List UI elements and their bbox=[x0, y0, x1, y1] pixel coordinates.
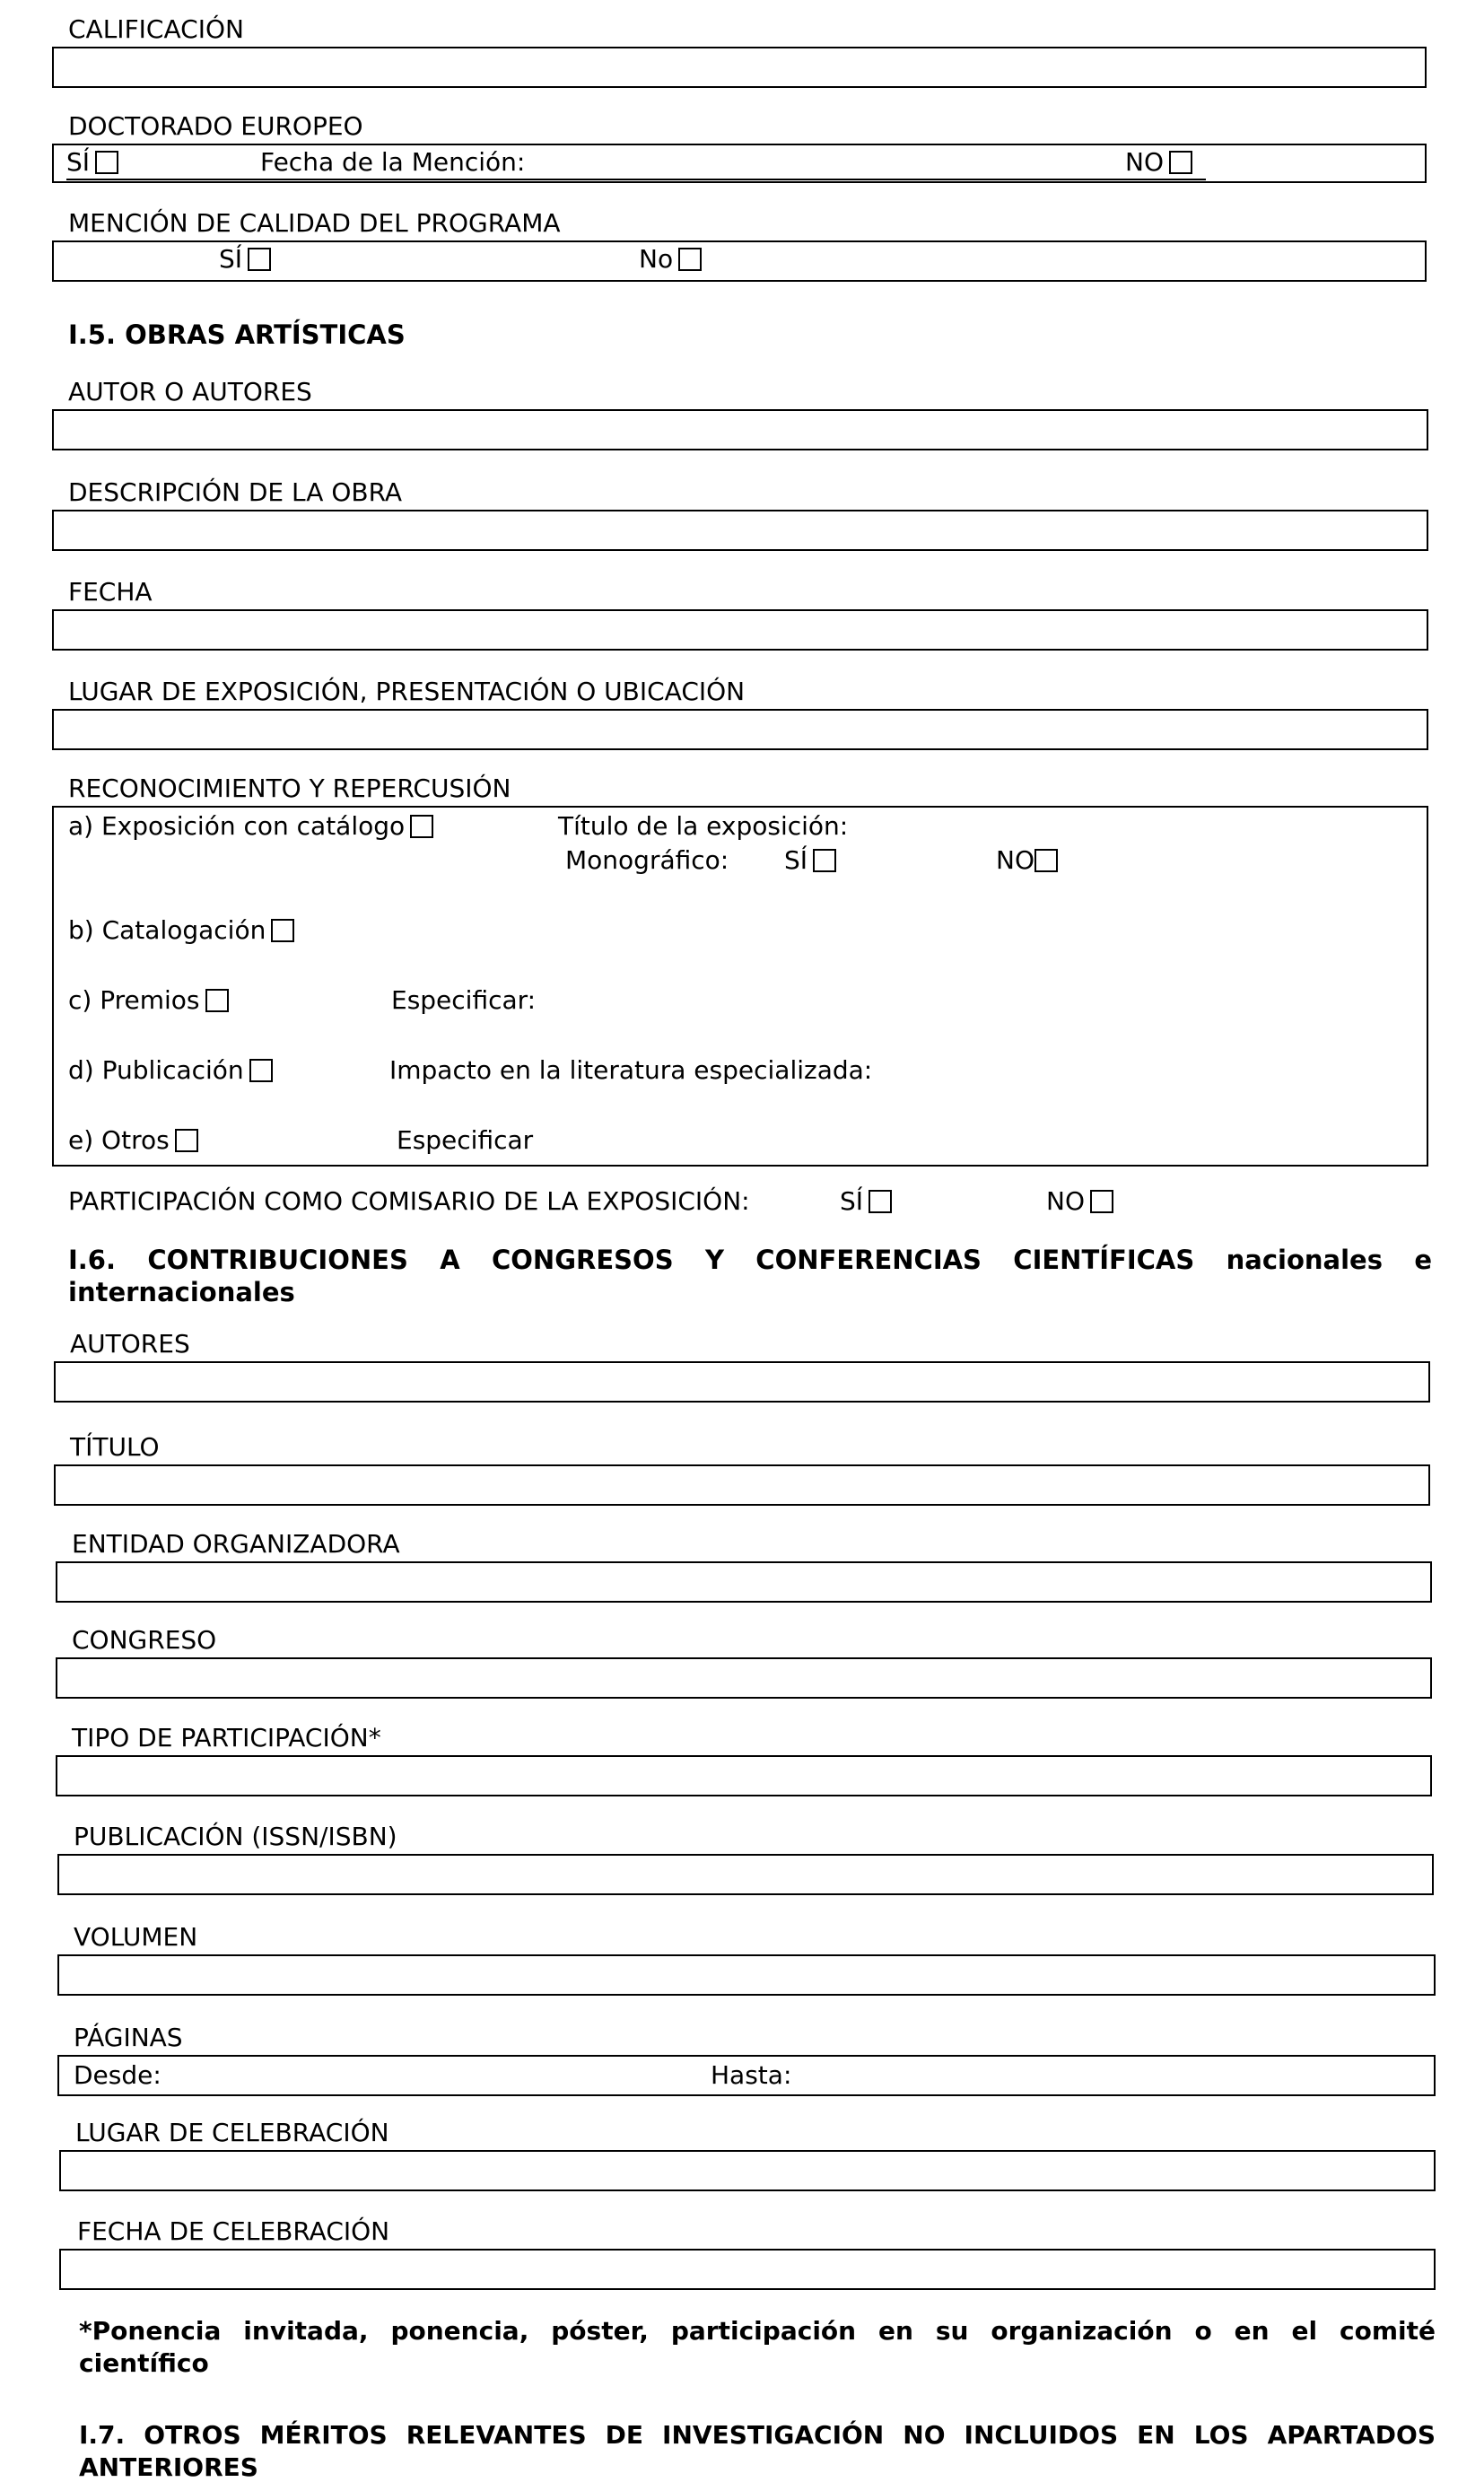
i6-word-7: CIENTÍFICAS bbox=[1013, 1245, 1195, 1275]
autores-field[interactable] bbox=[54, 1361, 1430, 1403]
titulo-field[interactable] bbox=[54, 1464, 1430, 1506]
tipo-field[interactable] bbox=[56, 1755, 1432, 1796]
monografico-no-checkbox[interactable] bbox=[1034, 849, 1058, 872]
doctorado-no-checkbox[interactable] bbox=[1169, 151, 1192, 174]
doctorado-no bbox=[1125, 147, 1192, 178]
i6-word-4: CONGRESOS bbox=[492, 1245, 674, 1275]
i6-word-1: I.6. bbox=[68, 1245, 117, 1275]
volumen-label: VOLUMEN bbox=[74, 1922, 198, 1952]
congreso-label: CONGRESO bbox=[72, 1625, 217, 1655]
recon-d bbox=[68, 1055, 273, 1086]
section-i7-heading bbox=[79, 2419, 1436, 2484]
mencion-calidad-label: MENCIÓN DE CALIDAD DEL PROGRAMA bbox=[68, 208, 561, 238]
i6-word-9: e bbox=[1414, 1245, 1432, 1275]
monografico-si bbox=[784, 845, 836, 876]
monografico-no-label: NO bbox=[996, 845, 1034, 875]
lugar-celebracion-label: LUGAR DE CELEBRACIÓN bbox=[75, 2118, 389, 2147]
recon-c-spec: Especificar: bbox=[391, 985, 537, 1015]
recon-b-checkbox[interactable] bbox=[271, 919, 294, 942]
lugar-celebracion-field[interactable] bbox=[59, 2150, 1436, 2191]
i6-word-5: Y bbox=[704, 1245, 724, 1275]
mencion-calidad-si-label: SÍ bbox=[219, 244, 243, 274]
publicacion-field[interactable] bbox=[57, 1854, 1434, 1895]
descripcion-label: DESCRIPCIÓN DE LA OBRA bbox=[68, 477, 403, 507]
publicacion-label: PUBLICACIÓN (ISSN/ISBN) bbox=[74, 1822, 397, 1851]
tipo-note bbox=[79, 2315, 1436, 2380]
recon-d-label: d) Publicación bbox=[68, 1055, 244, 1085]
fecha-celebracion-field[interactable] bbox=[59, 2249, 1436, 2290]
fecha-celebracion-label: FECHA DE CELEBRACIÓN bbox=[77, 2216, 390, 2246]
tipo-note-line1: *Ponencia invitada, ponencia, póster, participación en su organización o en el comité bbox=[79, 2316, 1436, 2346]
doctorado-no-label: NO bbox=[1125, 147, 1164, 177]
doctorado-si-checkbox[interactable] bbox=[95, 151, 118, 174]
titulo-expo-label: Título de la exposición: bbox=[558, 811, 849, 841]
descripcion-field[interactable] bbox=[52, 510, 1428, 551]
section-i5-heading: I.5. OBRAS ARTÍSTICAS bbox=[68, 319, 406, 350]
recon-c-label: c) Premios bbox=[68, 985, 200, 1015]
doctorado-si-label: SÍ bbox=[66, 147, 91, 177]
i6-word-2: CONTRIBUCIONES bbox=[147, 1245, 408, 1275]
recon-b-label: b) Catalogación bbox=[68, 915, 266, 945]
i6-word-8: nacionales bbox=[1226, 1245, 1383, 1275]
paginas-hasta[interactable]: Hasta: bbox=[711, 2060, 792, 2090]
comisario-label: PARTICIPACIÓN COMO COMISARIO DE LA EXPOSICIÓN: bbox=[68, 1186, 750, 1216]
recon-e bbox=[68, 1125, 198, 1156]
recon-a-label: a) Exposición con catálogo bbox=[68, 811, 406, 841]
reconocimiento-box bbox=[52, 806, 1428, 1167]
monografico-si-label: SÍ bbox=[784, 845, 808, 875]
recon-e-checkbox[interactable] bbox=[175, 1129, 198, 1152]
lugar-expo-label: LUGAR DE EXPOSICIÓN, PRESENTACIÓN O UBICACIÓN bbox=[68, 677, 746, 706]
doctorado-field bbox=[52, 144, 1427, 183]
section-i6-heading-line2: internacionales bbox=[68, 1277, 295, 1307]
autor-label: AUTOR O AUTORES bbox=[68, 377, 312, 406]
congreso-field[interactable] bbox=[56, 1657, 1432, 1699]
tipo-note-line2: científico bbox=[79, 2348, 209, 2378]
recon-b bbox=[68, 915, 294, 946]
titulo-label: TÍTULO bbox=[70, 1432, 160, 1462]
doctorado-fecha-label: Fecha de la Mención: bbox=[260, 147, 526, 177]
fecha-obra-field[interactable] bbox=[52, 609, 1428, 651]
mencion-calidad-no bbox=[639, 244, 702, 275]
monografico-label: Monográfico: bbox=[565, 845, 729, 875]
tipo-label: TIPO DE PARTICIPACIÓN* bbox=[72, 1723, 381, 1752]
calificacion-field[interactable] bbox=[52, 47, 1427, 88]
reconocimiento-label: RECONOCIMIENTO Y REPERCUSIÓN bbox=[68, 774, 511, 803]
autor-field[interactable] bbox=[52, 409, 1428, 450]
i6-word-6: CONFERENCIAS bbox=[755, 1245, 982, 1275]
doctorado-label: DOCTORADO EUROPEO bbox=[68, 111, 363, 141]
recon-c-checkbox[interactable] bbox=[205, 989, 229, 1012]
comisario-si bbox=[840, 1186, 892, 1217]
recon-a-checkbox[interactable] bbox=[410, 815, 433, 838]
comisario-no-label: NO bbox=[1046, 1186, 1085, 1216]
calificacion-label: CALIFICACIÓN bbox=[68, 14, 244, 44]
mencion-calidad-si bbox=[219, 244, 271, 275]
recon-e-spec: Especificar bbox=[397, 1125, 534, 1155]
paginas-label: PÁGINAS bbox=[74, 2023, 183, 2052]
autores-label: AUTORES bbox=[70, 1329, 190, 1359]
monografico-no bbox=[996, 845, 1058, 876]
section-i6-heading bbox=[68, 1244, 1432, 1308]
recon-c bbox=[68, 985, 229, 1016]
section-i7-heading-line1: I.7. OTROS MÉRITOS RELEVANTES DE INVESTIGACIÓN NO INCLUIDOS EN LOS APARTADOS bbox=[79, 2420, 1436, 2450]
mencion-calidad-no-checkbox[interactable] bbox=[678, 248, 702, 271]
comisario-si-label: SÍ bbox=[840, 1186, 864, 1216]
section-i7-heading-line2: ANTERIORES bbox=[79, 2452, 258, 2482]
volumen-field[interactable] bbox=[57, 1954, 1436, 1996]
paginas-desde[interactable]: Desde: bbox=[74, 2060, 161, 2090]
mencion-calidad-no-label: No bbox=[639, 244, 674, 274]
entidad-label: ENTIDAD ORGANIZADORA bbox=[72, 1529, 400, 1559]
recon-d-spec: Impacto en la literatura especializada: bbox=[389, 1055, 873, 1085]
mencion-calidad-si-checkbox[interactable] bbox=[248, 248, 271, 271]
section-i6-heading-line1 bbox=[68, 1244, 1432, 1276]
comisario-si-checkbox[interactable] bbox=[869, 1190, 892, 1213]
recon-a bbox=[68, 811, 433, 842]
i6-word-3: A bbox=[440, 1245, 460, 1275]
entidad-field[interactable] bbox=[56, 1561, 1432, 1603]
doctorado-underline bbox=[66, 179, 1206, 180]
comisario-no bbox=[1046, 1186, 1113, 1217]
comisario-no-checkbox[interactable] bbox=[1090, 1190, 1113, 1213]
recon-d-checkbox[interactable] bbox=[249, 1059, 273, 1082]
lugar-expo-field[interactable] bbox=[52, 709, 1428, 750]
fecha-obra-label: FECHA bbox=[68, 577, 153, 607]
recon-e-label: e) Otros bbox=[68, 1125, 170, 1155]
monografico-si-checkbox[interactable] bbox=[813, 849, 836, 872]
doctorado-si bbox=[66, 147, 118, 178]
